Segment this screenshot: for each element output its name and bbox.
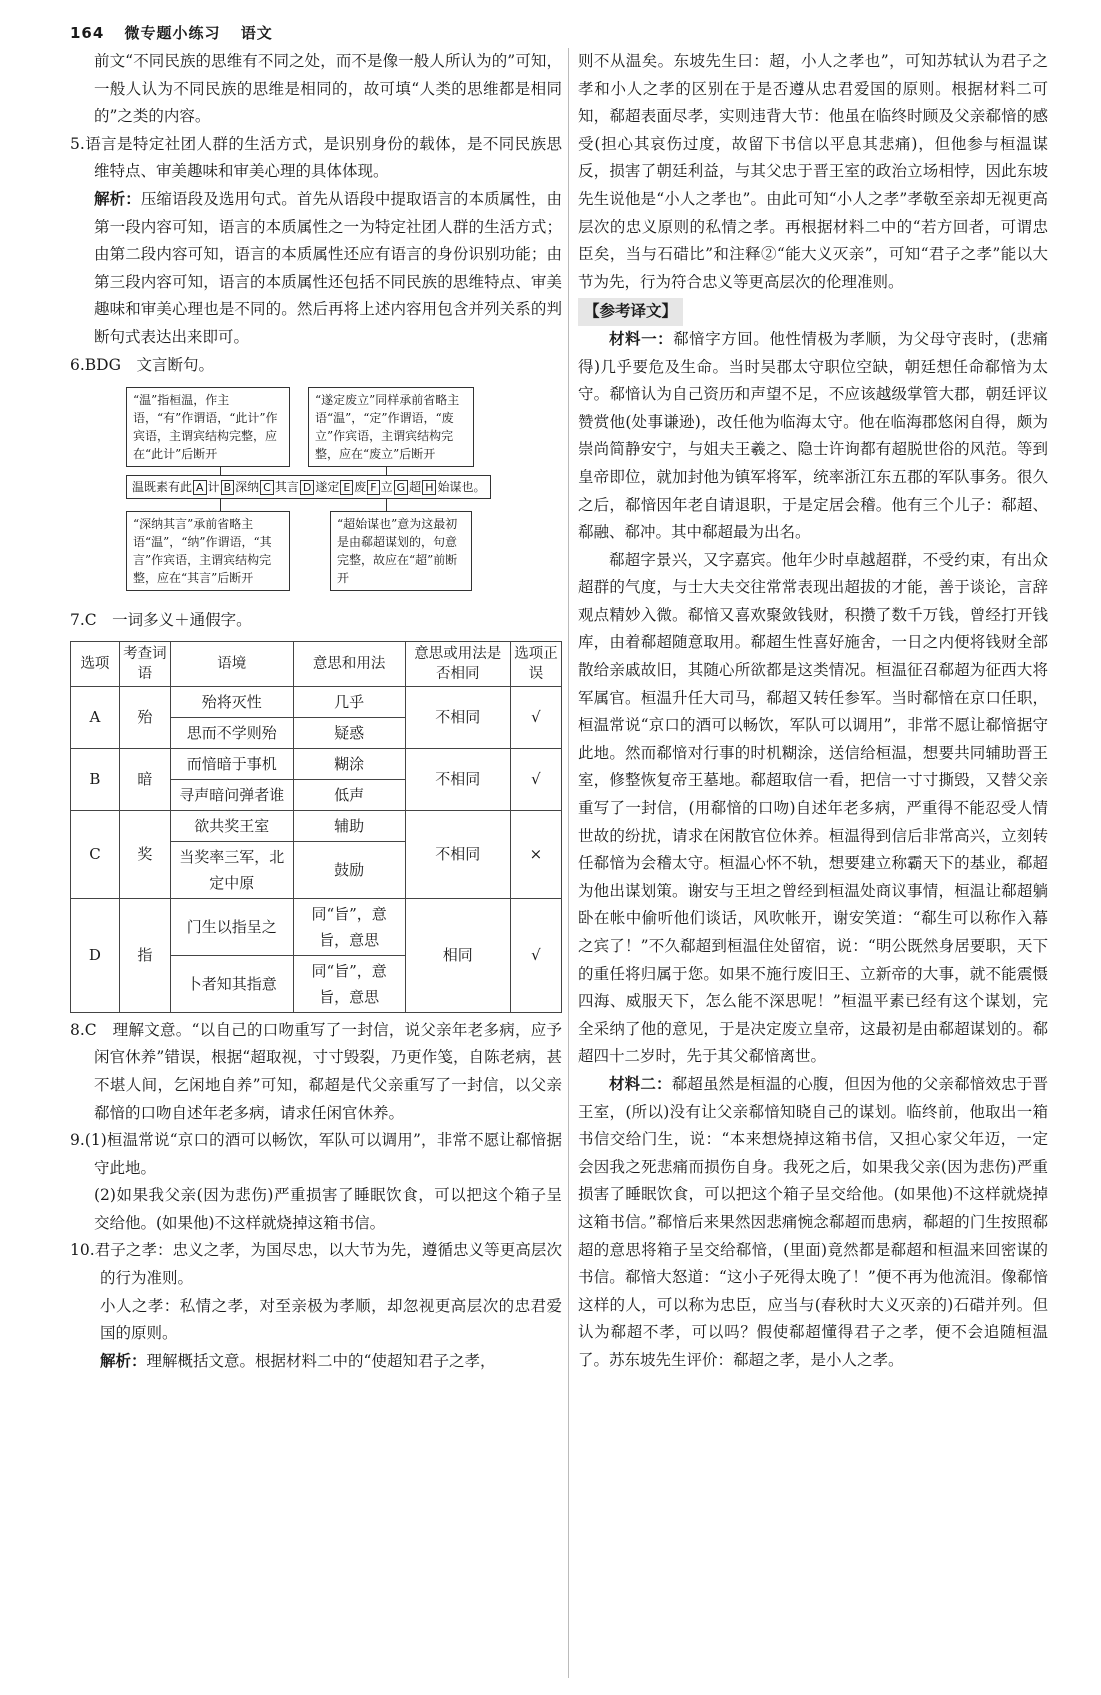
option-cell: C [71,810,120,898]
analysis-continuation: 则不从温矣。东坡先生曰：超，小人之孝也”，可知苏轼认为君子之孝和小人之孝的区别在于是否遵从忠君爱国的原则。根据材料二可知，郗超表面尽孝，实则违背大节：他虽在临终时顾及父亲郗愔的感受(担心其哀伤过度，故留下书信以平息其悲痛)，但他参与桓温谋反，损害了朝廷利益，与其父忠于晋王室的政治立场相悖，因此东坡先生说他是“小人之孝也”。由此可知“小人之孝”孝敬至亲却无视更高层次的忠义原则的私情之孝。再根据材料二中的“若方回者，可谓忠臣矣，当与石碏比”和注释②“能大义灭亲”，可知“君子之孝”能以大节为先，行为符合忠义等更高层次的伦理准则。 [578,52,1048,291]
diagram-note-2: “遂定废立”同样承前省略主语“温”，“定”作谓语，“废立”作宾语，主谓宾结构完整，应在“废立”后断开 [308,387,474,467]
meaning-cell: 疑惑 [293,717,405,748]
seq-marker: C [260,480,274,495]
meaning-cell: 同“旨”，意旨，意思 [293,955,405,1012]
ref-title: 【参考译文】 [578,298,683,326]
diagram-connector [220,499,221,511]
table-header: 选项正误 [510,641,561,686]
word-cell: 殆 [119,686,170,748]
paragraph-text: 郗超虽然是桓温的心腹，但因为他的父亲郗愔效忠于晋王室，(所以)没有让父亲郗愔知晓自己的谋划。临终前，他取出一箱书信交给门生，说：“本来想烧掉这箱书信，又担心家父年迈，一定会因我之死悲痛而损伤自身。我死之后，如果我父亲(因为悲伤)严重损害了睡眠饮食，可以把这个箱子呈交给他。(如果他)不这样就烧掉这箱书信。”郗愔后来果然因悲痛惋念郗超而患病，郗超的门生按照郗超的意思将箱子呈交给郗愔，(里面)竟然都是郗超和桓温来回密谋的书信。郗愔大怒道：“这小子死得太晚了！”便不再为他流泪。像郗愔这样的人，可以称为忠臣，应当与(春秋时大义灭亲的)石碏并列。但认为郗超不孝，可以吗？假使郗超懂得君子之孝，便不会追随桓温了。苏东坡先生评价：郗超之孝，是小人之孝。 [578,1074,1048,1369]
mark-cell: √ [510,686,561,748]
seq-marker: B [221,480,235,495]
diagram-sentence [126,475,491,499]
table-row [71,810,562,841]
seq-text: 其言 [274,480,299,495]
option-cell: B [71,748,120,810]
column-divider [568,48,569,1678]
page-header [70,22,287,43]
meaning-cell: 鼓励 [293,841,405,898]
seq-text: 温既素有此 [132,480,193,495]
context-cell: 欲共奖王室 [170,810,293,841]
context-cell: 门生以指呈之 [170,898,293,955]
page-number: 164 [70,24,105,42]
q10-analysis [70,1348,562,1376]
sentence-break-diagram [70,383,562,601]
right-column [578,48,1048,1375]
subject-title: 语文 [240,24,273,42]
meaning-cell: 辅助 [293,810,405,841]
material-2-paragraph [578,1071,1048,1375]
q5-analysis [70,186,562,352]
analysis-text: 理解概括文意。根据材料二中的“使超知君子之孝， [146,1351,496,1370]
seq-marker: A [193,480,207,495]
meaning-cell: 同“旨”，意旨，意思 [293,898,405,955]
material-1-label: 材料一： [609,329,674,348]
seq-text: 超 [409,480,422,495]
seq-marker: G [394,480,409,495]
q7-answer: 7.C 一词多义＋通假字。 [70,611,252,630]
context-cell: 卜者知其指意 [170,955,293,1012]
intro-paragraph: 前文“不同民族的思维有不同之处，而不是像一般人所认为的”可知，一般人认为不同民族的思维是相同的，故可填“人类的思维都是相同的”之类的内容。 [94,52,562,126]
meaning-cell: 糊涂 [293,748,405,779]
seq-marker: F [367,480,379,495]
same-cell: 不相同 [405,810,510,898]
context-cell: 而愔暗于事机 [170,748,293,779]
mark-cell: √ [510,898,561,1012]
series-title: 微专题小练习 [124,24,221,42]
q10-answer-1: 10.君子之孝：忠义之孝，为国尽忠，以大节为先，遵循忠义等更高层次的行为准则。 [70,1241,562,1288]
seq-marker: E [340,480,353,495]
q6-answer: 6.BDG 文言断句。 [70,355,214,374]
material-1-paragraph-2: 郗超字景兴，又字嘉宾。他年少时卓越超群，不受约束，有出众超群的气度，与士大夫交往常常表现出超拔的才能，善于谈论，言辞观点精妙入微。郗愔又喜欢聚敛钱财，积攒了数千万钱，曾经打开钱库，由着郗超随意取用。郗超生性喜好施舍，一日之内便将钱财全部散给亲戚故旧，其随心所欲都是这类情况。桓温征召郗超为征西大将军属官。桓温升任大司马，郗超又转任参军。当时郗愔在京口任职，桓温常说“京口的酒可以畅饮，军队可以调用”，非常不愿让郗愔据守此地。然而郗愔对行事的时机糊涂，送信给桓温，想要共同辅助晋王室，修整恢复帝王墓地。郗超取信一看，把信一寸寸撕毁，又替父亲重写了一封信，(用郗愔的口吻)自述年老多病，严重得不能忍受人情世故的纷扰，请求在闲散官位休养。桓温得到信后非常高兴，立刻转任郗愔为会稽太守。桓温心怀不轨，想要建立称霸天下的基业，郗超为他出谋划策。谢安与王坦之曾经到桓温处商议事情，桓温让郗超躺卧在帐中偷听他们谈话，风吹帐开，谢安笑道：“郗生可以称作入幕之宾了！”不久郗超到桓温住处留宿，说：“明公既然身居要职，天下的重任将归属于您。如果不施行废旧王、立新帝的大事，就不能震慑四海、威服天下，怎么能不深思呢！”桓温平素已经有这个谋划，完全采纳了他的意见，于是决定废立皇帝，这最初是由郗超谋划的。郗超四十二岁时，先于其父郗愔离世。 [578,550,1048,1066]
seq-marker: D [300,480,314,495]
seq-text: 始谋也。 [437,480,486,495]
context-cell: 当奖率三军，北定中原 [170,841,293,898]
context-cell: 思而不学则殆 [170,717,293,748]
table-row [71,748,562,779]
table-header: 意思或用法是否相同 [405,641,510,686]
seq-text: 废 [354,480,367,495]
table-header: 语境 [170,641,293,686]
seq-text: 深纳 [235,480,260,495]
q8-answer: 8.C 理解文意。“以自己的口吻重写了一封信，说父亲年老多病，应予闲官休养”错误，根据“超取视，寸寸毁裂，乃更作笺，自陈老病，甚不堪人间，乞闲地自养”可知，郗超是代父亲重写了一封信，以父亲郗愔的口吻自述年老多病，请求任闲官休养。 [70,1020,562,1122]
q9-answer-1: 9.(1)桓温常说“京口的酒可以畅饮，军队可以调用”，非常不愿让郗愔据守此地。 [70,1131,562,1177]
same-cell: 相同 [405,898,510,1012]
diagram-note-3: “深纳其言”承前省略主语“温”，“纳”作谓语，“其言”作宾语，主谓宾结构完整，应在“其言”后断开 [126,511,290,591]
mark-cell: × [510,810,561,898]
option-cell: A [71,686,120,748]
word-cell: 指 [119,898,170,1012]
diagram-note-1: “温”指桓温，作主语，“有”作谓语，“此计”作宾语，主谓宾结构完整，应在“此计”后断开 [126,387,290,467]
paragraph-text: 郗愔字方回。他性情极为孝顺，为父母守丧时，(悲痛得)几乎要危及生命。当时吴郡太守职位空缺，朝廷想任命郗愔为太守。郗愔认为自己资历和声望不足，不应该越级掌管大郡，朝廷评议赞赏他(处事谦逊)，改任他为临海太守。他在临海郡悠闲自得，颇为崇尚简静安宁，与姐夫王羲之、隐士许询都有超脱世俗的风范。等到皇帝即位，就加封他为镇军将军，统率浙江东五郡的军队事务。很久之后，郗愔因年老自请退职，于是定居会稽。他有三个儿子：郗超、郗融、郗冲。其中郗超最为出名。 [578,329,1048,542]
option-cell: D [71,898,120,1012]
table-row [71,686,562,717]
word-cell: 奖 [119,810,170,898]
material-2-label: 材料二： [609,1074,672,1093]
q9-answer-2: (2)如果我父亲(因为悲伤)严重损害了睡眠饮食，可以把这个箱子呈交给他。(如果他)不这样就烧掉这箱书信。 [94,1186,562,1232]
table-row [71,898,562,955]
reference-translation-heading [578,298,1048,326]
context-cell: 寻声暗问弹者谁 [170,779,293,810]
meaning-cell: 几乎 [293,686,405,717]
q10-answer-2: 小人之孝：私情之孝，对至亲极为孝顺，却忽视更高层次的忠君爱国的原则。 [100,1296,562,1343]
word-cell: 暗 [119,748,170,810]
table-header: 考查词语 [119,641,170,686]
left-column [70,48,562,1375]
table-header-row [71,641,562,686]
seq-text: 立 [380,480,393,495]
material-1-paragraph-1 [578,326,1048,547]
analysis-label: 解析： [94,189,141,208]
same-cell: 不相同 [405,748,510,810]
seq-text: 遂定 [315,480,340,495]
analysis-text: 压缩语段及选用句式。首先从语段中提取语言的本质属性，由第一段内容可知，语言的本质属性之一为特定社团人群的生活方式；由第二段内容可知，语言的本质属性还应有语言的身份识别功能；由第三段内容可知，语言的本质属性还包括不同民族的思维特点、审美趣味和审美心理也是不同的。然后再将上述内容用包含并列关系的判断句式表达出来即可。 [94,189,562,346]
mark-cell: √ [510,748,561,810]
seq-text: 计 [207,480,220,495]
same-cell: 不相同 [405,686,510,748]
context-cell: 殆将灭性 [170,686,293,717]
seq-marker: H [422,480,436,495]
word-meaning-table [70,641,562,1013]
table-header: 选项 [71,641,120,686]
analysis-label: 解析： [100,1351,147,1370]
diagram-connector [386,499,387,511]
q5-answer: 5.语言是特定社团人群的生活方式，是识别身份的载体，是不同民族思维特点、审美趣味和审美心理的具体体现。 [70,134,562,181]
meaning-cell: 低声 [293,779,405,810]
table-header: 意思和用法 [293,641,405,686]
diagram-note-4: “超始谋也”意为这最初是由郗超谋划的，句意完整，故应在“超”前断开 [330,511,472,591]
